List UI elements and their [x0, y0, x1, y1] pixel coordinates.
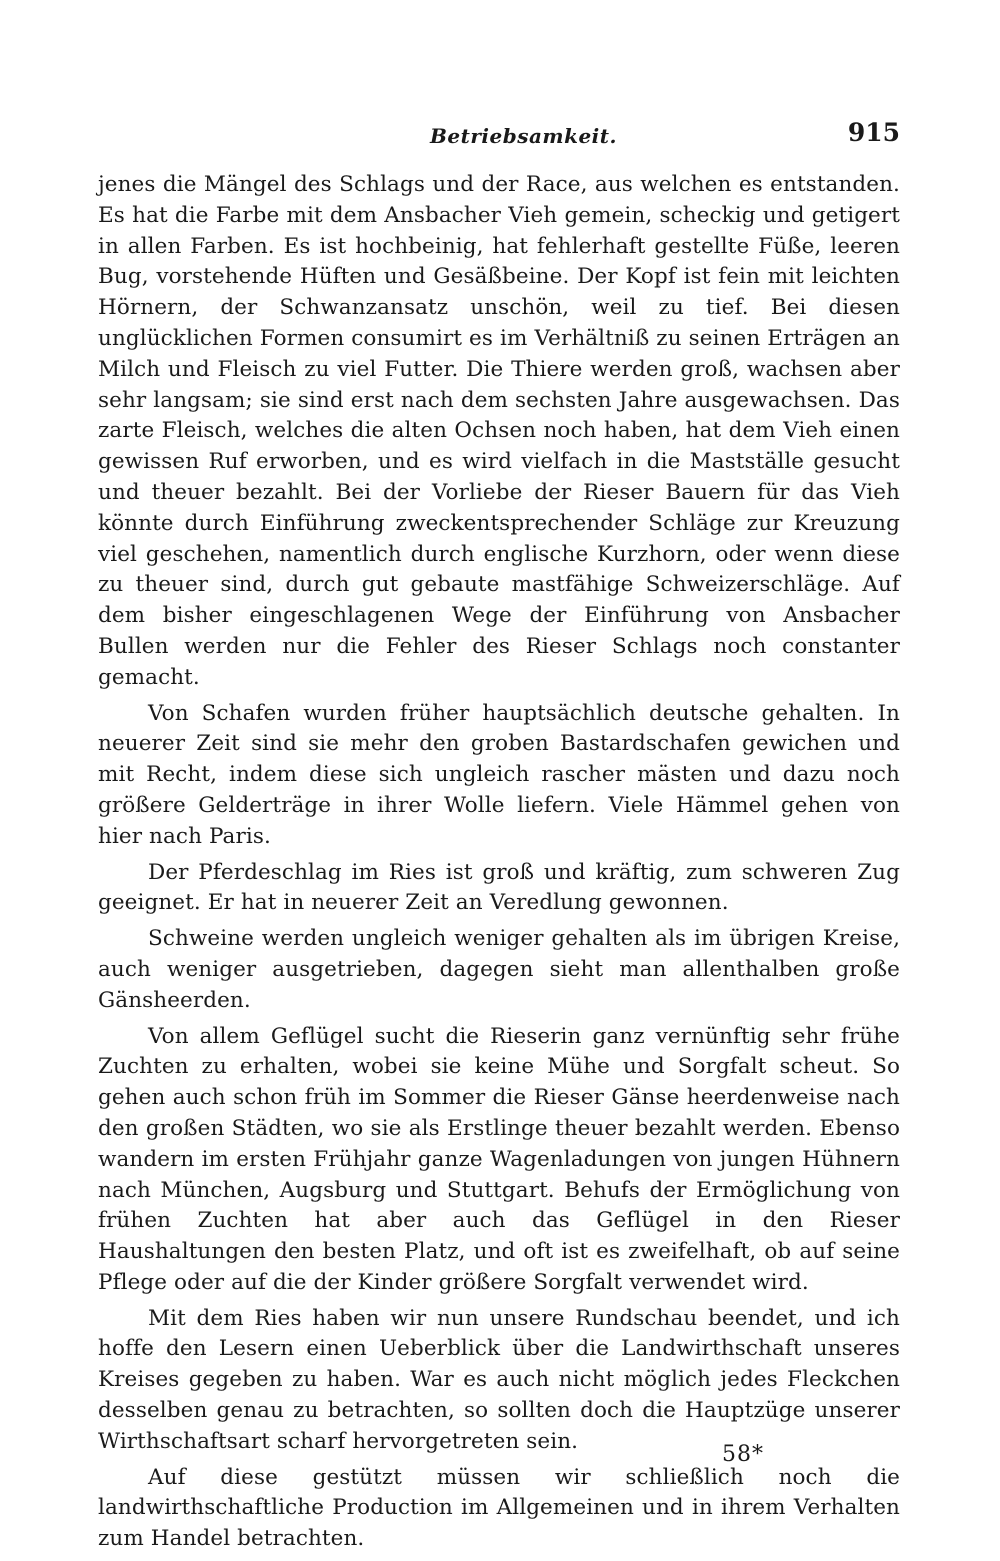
page-number: 915	[847, 118, 900, 147]
paragraph-production: Auf diese gestützt müssen wir schließlich noch die landwirthschaftliche Production im Allgemeinen und in ihrem Verhalten zum Handel betrachten.	[98, 1464, 900, 1552]
paragraph-sheep: Von Schafen wurden früher hauptsächlich deutsche gehalten. In neuerer Zeit sind sie mehr den groben Bastardschafen gewichen und mit Recht, indem diese sich ungleich rascher mästen und dazu noch größere Gelderträge in ihrer Wolle liefern. Viele Hämmel gehen von hier nach Paris.	[98, 700, 900, 849]
signature-mark: 58*	[722, 1442, 764, 1467]
running-head: Betriebsamkeit.	[430, 124, 617, 148]
paragraph-cattle: jenes die Mängel des Schlags und der Race, aus welchen es entstanden. Es hat die Farbe mit dem Ansbacher Vieh gemein, scheckig und getigert in allen Farben. Es ist hochbeinig, hat fehlerhaft gestellte Füße, leeren Bug, vorstehende Hüften und Gesäßbeine. Der Kopf ist fein mit leichten Hörnern, der Schwanzansatz unschön, weil zu tief. Bei diesen unglücklichen Formen consumirt es im Verhältniß zu seinen Erträgen an Milch und Fleisch zu viel Futter. Die Thiere werden groß, wachsen aber sehr langsam; sie sind erst nach dem sechsten Jahre ausgewachsen. Das zarte Fleisch, welches die alten Ochsen noch haben, hat dem Vieh einen gewissen Ruf erworben, und es wird vielfach in die Mastställe gesucht und theuer bezahlt. Bei der Vorliebe der Rieser Bauern für das Vieh könnte durch Einführung zweckentsprechender Schläge zur Kreuzung viel geschehen, namentlich durch englische Kurzhorn, oder wenn diese zu theuer sind, durch gut gebaute mastfähige Schweizerschläge. Auf dem bisher eingeschlagenen Wege der Einführung von Ansbacher Bullen werden nur die Fehler des Rieser Schlags noch constanter gemacht.	[98, 172, 900, 690]
paragraph-pigs: Schweine werden ungleich weniger gehalten als im übrigen Kreise, auch weniger ausgetrieben, dagegen sieht man allenthalben große Gänsheerden.	[98, 926, 900, 1013]
body-text	[98, 170, 900, 1555]
paragraph-horses: Der Pferdeschlag im Ries ist groß und kräftig, zum schweren Zug geeignet. Er hat in neuerer Zeit an Veredlung gewonnen.	[98, 859, 900, 916]
paragraph-poultry: Von allem Geflügel sucht die Rieserin ganz vernünftig sehr frühe Zuchten zu erhalten, wobei sie keine Mühe und Sorgfalt scheut. So gehen auch schon früh im Sommer die Rieser Gänse heerdenweise nach den großen Städten, wo sie als Erstlinge theuer bezahlt werden. Ebenso wandern im ersten Frühjahr ganze Wagenladungen von jungen Hühnern nach München, Augsburg und Stuttgart. Behufs der Ermöglichung von frühen Zuchten hat aber auch das Geflügel in den Rieser Haushaltungen den besten Platz, und oft ist es zweifelhaft, ob auf seine Pflege oder auf die der Kinder größere Sorgfalt verwendet wird.	[98, 1023, 900, 1295]
paragraph-conclusion: Mit dem Ries haben wir nun unsere Rundschau beendet, und ich hoffe den Lesern einen Ueberblick über die Landwirthschaft unseres Kreises gegeben zu haben. War es auch nicht möglich jedes Fleckchen desselben genau zu betrachten, so sollten doch die Hauptzüge unserer Wirthschaftsart scharf hervorgetreten sein.	[98, 1305, 900, 1454]
page-header	[98, 118, 900, 158]
